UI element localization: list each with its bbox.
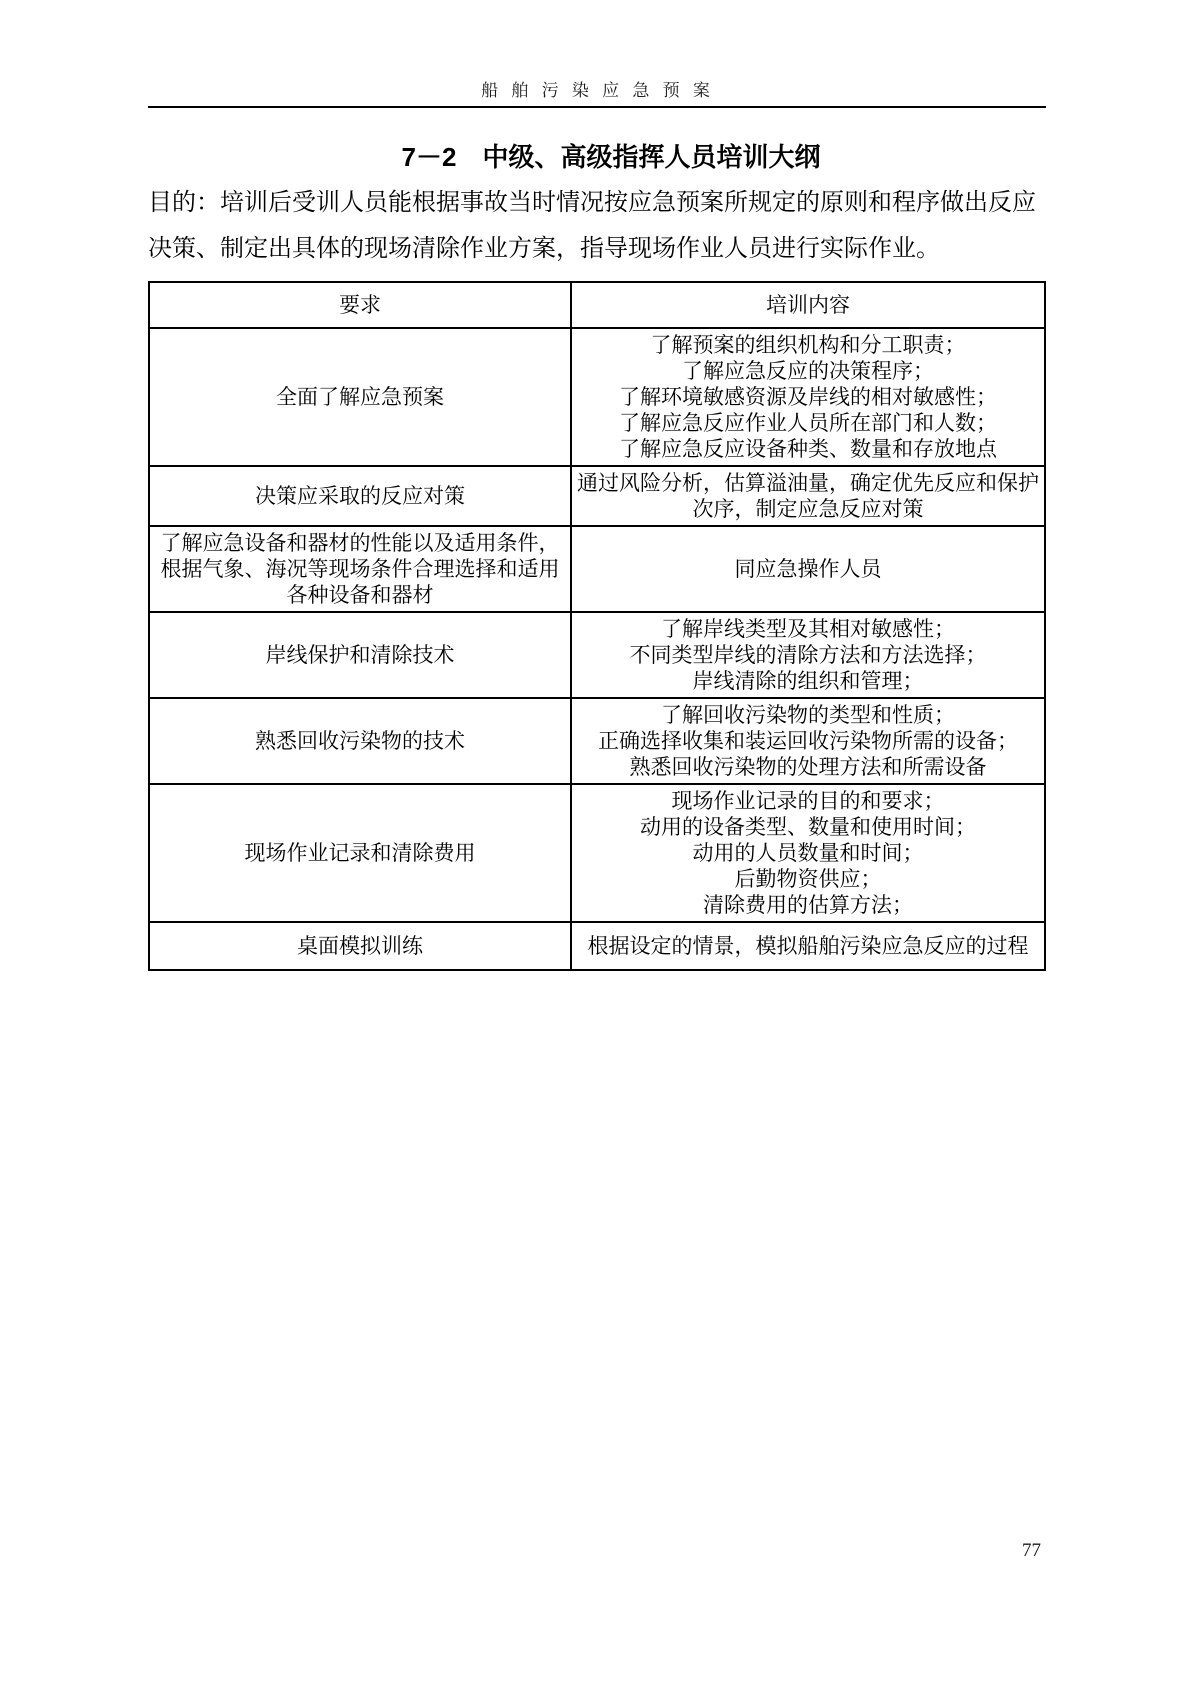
requirement-cell [149,612,571,698]
requirement-cell [149,784,571,922]
column-header-requirement: 要求 [149,282,571,328]
requirement-line: 了解应急设备和器材的性能以及适用条件， [160,531,560,555]
requirement-line: 全面了解应急预案 [276,385,444,409]
content-cell [571,466,1045,526]
requirement-line: 熟悉回收污染物的技术 [255,729,465,753]
content-line: 了解岸线类型及其相对敏感性； [661,617,955,641]
table-row [149,698,1045,784]
content-line: 动用的设备类型、数量和使用时间； [640,815,976,839]
content-line: 不同类型岸线的清除方法和方法选择； [629,643,987,667]
section-title: 7－2 中级、高级指挥人员培训大纲 [401,142,821,172]
purpose-paragraph [148,180,1046,272]
content-line: 了解应急反应的决策程序； [682,359,934,383]
requirement-cell [149,466,571,526]
content-cell [571,698,1045,784]
page-number: 77 [1022,1540,1041,1561]
content-line: 正确选择收集和装运回收污染物所需的设备； [598,729,1018,753]
content-line: 了解应急反应设备种类、数量和存放地点 [619,437,997,461]
content-cell [571,612,1045,698]
table-row [149,784,1045,922]
table-row [149,612,1045,698]
content-line: 根据设定的情景，模拟船舶污染应急反应的过程 [587,934,1029,958]
table-row [149,328,1045,466]
content-line: 现场作业记录的目的和要求； [671,789,945,813]
content-line: 岸线清除的组织和管理； [692,669,924,693]
column-header-content: 培训内容 [571,282,1045,328]
requirement-cell [149,328,571,466]
requirement-line: 桌面模拟训练 [297,934,423,958]
header-rule [148,106,1046,108]
page-content [148,0,1046,1684]
table-header-row [149,282,1045,328]
content-cell [571,526,1045,612]
requirement-cell [149,698,571,784]
content-line: 了解预案的组织机构和分工职责； [650,333,966,357]
purpose-line-1: 目的：培训后受训人员能根据事故当时情况按应急预案所规定的原则和程序做出反应 [148,190,1036,216]
content-cell [571,784,1045,922]
table-row [149,526,1045,612]
content-line: 动用的人员数量和时间； [692,841,924,865]
purpose-line-2: 决策、制定出具体的现场清除作业方案，指导现场作业人员进行实际作业。 [148,236,940,262]
content-cell [571,328,1045,466]
content-cell [571,922,1045,970]
content-line: 熟悉回收污染物的处理方法和所需设备 [629,755,987,779]
content-line: 同应急操作人员 [734,557,882,581]
content-line: 了解应急反应作业人员所在部门和人数； [619,411,997,435]
requirement-cell [149,922,571,970]
content-line: 通过风险分析，估算溢油量，确定优先反应和保护 [577,471,1039,495]
requirement-line: 决策应采取的反应对策 [255,484,465,508]
requirement-line: 现场作业记录和清除费用 [244,841,476,865]
running-header: 船 舶 污 染 应 急 预 案 [481,81,713,100]
requirement-line: 各种设备和器材 [286,583,434,607]
content-line: 了解回收污染物的类型和性质； [661,703,955,727]
table-row [149,466,1045,526]
training-outline-table [148,281,1046,971]
requirement-line: 岸线保护和清除技术 [265,643,455,667]
content-line: 次序，制定应急反应对策 [692,497,924,521]
content-line: 了解环境敏感资源及岸线的相对敏感性； [619,385,997,409]
requirement-cell [149,526,571,612]
requirement-line: 根据气象、海况等现场条件合理选择和适用 [160,557,560,581]
content-line: 后勤物资供应； [734,867,882,891]
table-row [149,922,1045,970]
content-line: 清除费用的估算方法； [703,893,913,917]
table-body [149,328,1045,970]
